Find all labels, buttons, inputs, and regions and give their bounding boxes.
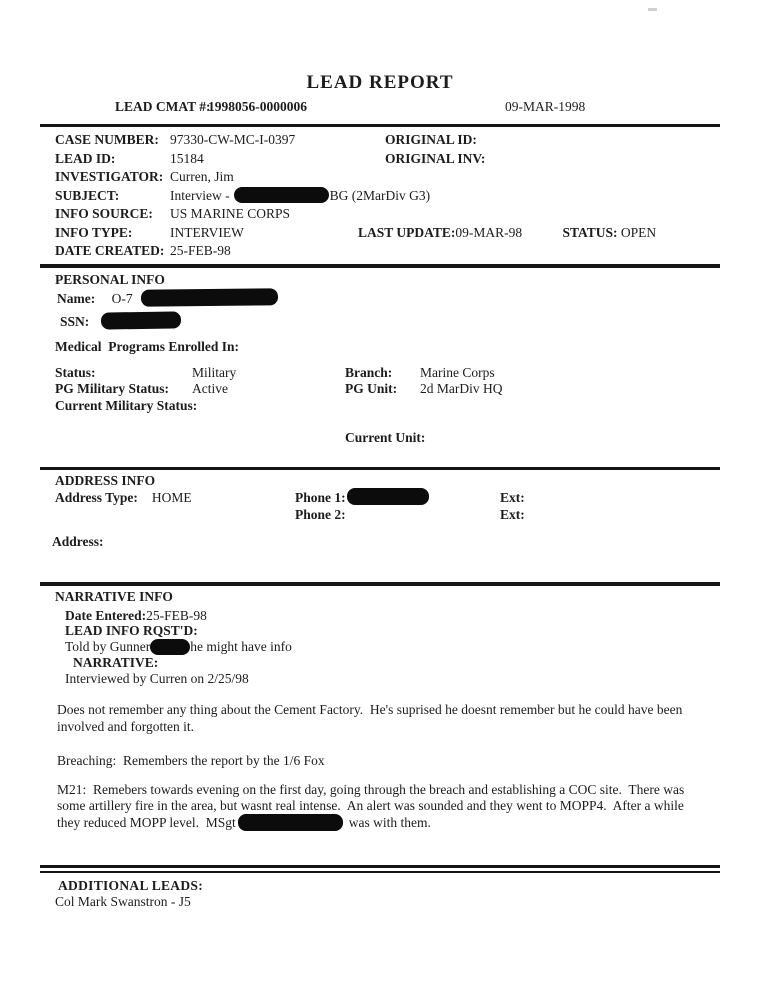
lead-info-rqstd-label: LEAD INFO RQST'D: — [65, 623, 198, 639]
date-created-value: 25-FEB-98 — [170, 243, 231, 258]
mil-status-value: Military — [192, 364, 237, 380]
subject-row — [0, 187, 760, 206]
personal-info-title: PERSONAL INFO — [55, 271, 165, 287]
name-label: Name: — [57, 290, 96, 306]
additional-leads-section — [0, 878, 760, 910]
subject-prefix: Interview - — [170, 187, 230, 203]
gunner-redaction-bar — [150, 639, 190, 655]
date-created-label: DATE CREATED: — [55, 243, 165, 258]
address-type-group — [55, 489, 295, 507]
name-redaction-bar — [141, 289, 278, 307]
date-entered-row — [0, 608, 760, 624]
section-divider — [40, 467, 720, 470]
original-inv-label: ORIGINAL INV: — [385, 150, 486, 166]
personal-info-section — [0, 272, 760, 447]
case-info-section — [0, 131, 760, 261]
date-created-row — [0, 242, 760, 261]
narrative-label: NARRATIVE: — [73, 654, 159, 670]
spacer — [55, 506, 295, 524]
address-info-title: ADDRESS INFO — [55, 472, 156, 488]
status-row — [0, 365, 760, 382]
lead-info-rqstd-text — [0, 639, 760, 655]
subject-redaction-bar — [234, 187, 329, 203]
double-divider — [40, 865, 720, 873]
address-type-label: Address Type: — [55, 489, 138, 505]
info-source-row — [0, 205, 760, 224]
mil-status-label: Status: — [55, 364, 96, 380]
section-divider — [40, 124, 720, 127]
investigator-label: INVESTIGATOR: — [55, 169, 164, 184]
branch-label: Branch: — [345, 364, 393, 380]
interviewed-line: Interviewed by Curren on 2/25/98 — [65, 670, 249, 686]
section-divider — [40, 582, 720, 586]
info-source-value: US MARINE CORPS — [170, 206, 291, 221]
section-divider — [40, 264, 720, 268]
address-type-row — [0, 489, 760, 507]
address-type-value: HOME — [151, 489, 192, 505]
address-label: Address: — [52, 533, 104, 549]
additional-lead-1: Col Mark Swanstron - J5 — [55, 894, 191, 910]
last-update-group — [358, 224, 656, 243]
current-military-status-row — [0, 398, 760, 415]
pg-unit-label: PG Unit: — [345, 381, 398, 396]
narrative-paragraph-3-prefix: M21: Remebers towards evening on the first day, going through the breach and establishing a COC site. There was some artillery fire in the area, but wasnt real intense. An alert was sounded and they went to MOPP4. After a while they reduced MOPP level. MSgt — [57, 781, 688, 830]
phone1-redaction-bar — [347, 488, 429, 505]
name-row — [0, 291, 760, 307]
name-rank-prefix: O-7 — [111, 290, 133, 306]
subject-suffix: BG (2MarDiv G3) — [329, 187, 431, 203]
info-source-label: INFO SOURCE: — [55, 206, 153, 221]
pg-military-status-row — [0, 381, 760, 398]
medical-programs-label: Medical Programs Enrolled In: — [55, 338, 239, 354]
status-value: OPEN — [620, 224, 657, 240]
subject-label: SUBJECT: — [55, 187, 120, 203]
phone2-label: Phone 2: — [295, 507, 346, 522]
last-update-value: 09-MAR-98 — [455, 224, 523, 240]
narrative-info-section — [0, 589, 760, 832]
scan-artifact — [648, 8, 657, 11]
report-date: 09-MAR-1998 — [505, 99, 586, 114]
lead-info-suffix: he might have info — [190, 639, 292, 655]
investigator-value: Curren, Jim — [170, 169, 234, 184]
phone1-label: Phone 1: — [295, 489, 346, 505]
lead-id-row — [0, 150, 760, 169]
narrative-paragraph-3-suffix: was with them. — [348, 814, 431, 830]
lead-cmat-label: LEAD CMAT #: — [115, 99, 211, 114]
current-military-status-label: Current Military Status: — [55, 397, 198, 413]
original-id-label: ORIGINAL ID: — [385, 132, 477, 147]
ssn-label: SSN: — [60, 313, 90, 329]
status-label: STATUS: — [562, 224, 618, 240]
case-number-label: CASE NUMBER: — [55, 132, 159, 147]
lead-id-label: LEAD ID: — [55, 150, 116, 166]
ext2-label: Ext: — [500, 507, 525, 522]
ext1-label: Ext: — [500, 489, 525, 505]
ssn-redaction-bar — [101, 312, 181, 330]
narrative-paragraph-2: Breaching: Remembers the report by the 1/6 Fox — [57, 753, 325, 769]
lead-cmat-row — [0, 99, 760, 117]
narrative-paragraph-1: Does not remember any thing about the Cement Factory. He's suprised he doesnt remember but he could have been involved and forgotten it. — [57, 702, 686, 734]
last-update-label: LAST UPDATE: — [358, 224, 456, 240]
military-status-block — [0, 365, 760, 447]
phone2-row — [0, 506, 760, 524]
date-entered-value: 25-FEB-98 — [146, 607, 207, 623]
case-number-value: 97330-CW-MC-I-0397 — [170, 132, 296, 147]
address-info-section — [0, 473, 760, 550]
page-title: LEAD REPORT — [306, 72, 454, 93]
narrative-paragraph-3 — [0, 782, 705, 832]
branch-value: Marine Corps — [420, 364, 495, 380]
phone2-group — [295, 506, 500, 524]
pg-unit-value: 2d MarDiv HQ — [420, 381, 503, 396]
investigator-row — [0, 168, 760, 187]
date-entered-label: Date Entered: — [65, 607, 147, 623]
msgt-redaction-bar — [238, 814, 343, 831]
case-number-row — [0, 131, 760, 150]
current-unit-label: Current Unit: — [345, 430, 426, 445]
info-type-row — [0, 224, 760, 243]
pg-military-status-value: Active — [192, 381, 228, 396]
lead-info-prefix: Told by Gunner — [65, 639, 151, 655]
lead-cmat-value: 1998056-0000006 — [208, 99, 307, 114]
lead-id-value: 15184 — [170, 150, 204, 166]
ssn-row — [0, 314, 760, 330]
info-type-value: INTERVIEW — [170, 224, 244, 240]
info-type-label: INFO TYPE: — [55, 224, 133, 240]
phone1-group — [295, 489, 500, 507]
divider-line — [40, 871, 720, 873]
subject-value — [170, 187, 430, 206]
narrative-info-title: NARRATIVE INFO — [55, 588, 173, 604]
additional-leads-title: ADDITIONAL LEADS: — [58, 878, 204, 894]
pg-military-status-label: PG Military Status: — [55, 381, 169, 396]
